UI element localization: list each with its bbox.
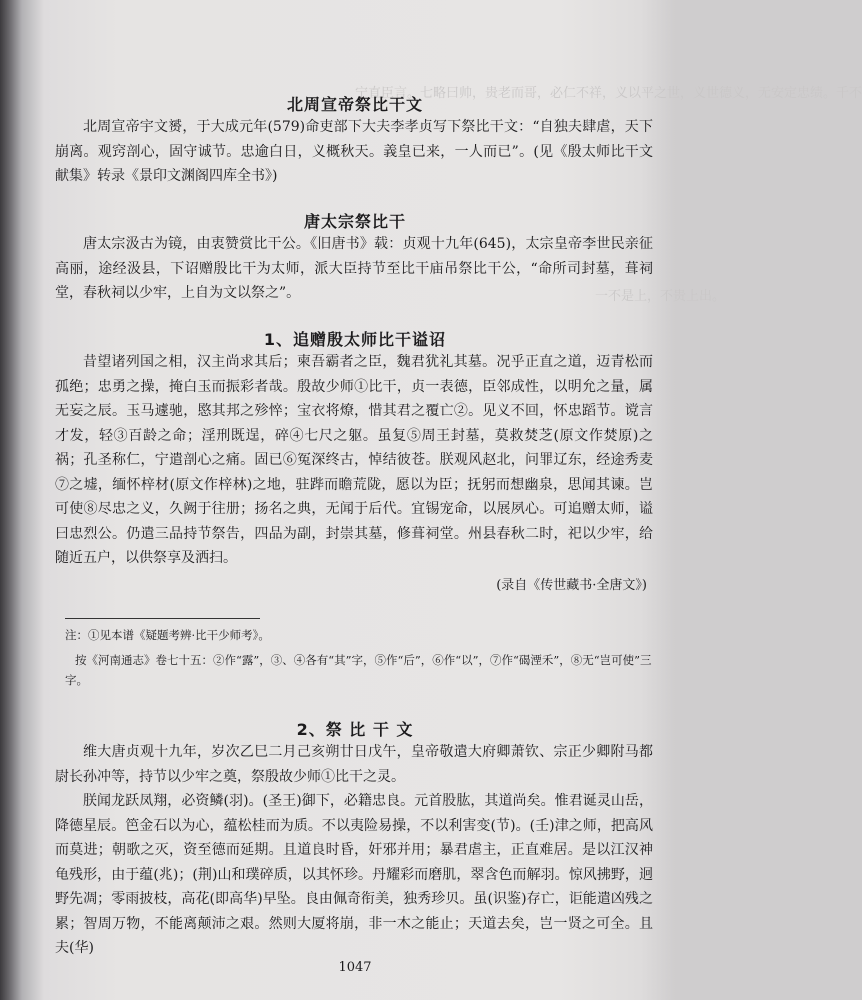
edict-source: (录自《传世藏书·全唐文》) <box>496 578 647 593</box>
eulogy-body-first: 维大唐贞观十九年，岁次乙巳二月己亥朔廿日戊午，皇帝敬遣大府卿萧钦、宗正少卿附马都尉长孙冲等，持节以少牢之奠，祭殷故少师①比干之灵。 <box>55 744 653 785</box>
section-body-zhou: 北周宣帝宇文赟，于大成元年(579)命吏部下大夫李孝贞写下祭比干文：“自独夫肆虐，天下崩离。观窍剖心，固守诚节。忠逾白日，义概秋天。義皇已来，一人而已”。(见《殷太师比干文献集》转录《景印文渊阁四库全书》) <box>55 119 653 184</box>
subsection-title-edict: 1、追赠殷太师比干谥诏 <box>263 330 447 349</box>
section-body-tang: 唐太宗汲古为镜，由衷赞赏比干公。《旧唐书》载：贞观十九年(645)，太宗皇帝李世民亲征高丽，途经汲县，下诏赠殷比干为太师，派大臣持节至比干庙吊祭比干公，“命所司封墓，葺祠堂，春秋祠以少牢，上自为文以祭之”。 <box>55 236 653 301</box>
section-title-tang: 唐太宗祭比干 <box>303 212 406 231</box>
page-number: 1047 <box>338 960 372 975</box>
footnote-1: 注：①见本谱《疑题考辨·比干少师考》。 <box>65 628 270 642</box>
bleed-through-text-side: 一不是上，不贵上出。 <box>595 289 726 304</box>
section-title-zhou: 北周宣帝祭比干文 <box>286 95 423 114</box>
book-page <box>55 0 862 1000</box>
eulogy-body-second: 朕闻龙跃凤翔，必资鳞(羽)。(圣王)御下，必籍忠良。元首股肱，其道尚矣。惟君诞灵山岳，降德星辰。笆金石以为心，蕴松桂而为质。不以夷险易操，不以利害变(节)。(壬)津之师，把高风而莫进；朝歌之灭，资至德而延期。且道良时昏，奸邪并用；暴君虐主，正直难居。是以江汉神龟残形，由于蕴(兆)；(荆)山和璞碎质，以其怀珍。丹耀彩而磨肌，翠含色而解羽。惊风拂野，迥野先凋；零雨披枝，高花(即高华)早坠。良由佩奇衔美，独秀珍贝。虽(识鉴)存亡，讵能遣凶残之累；智周万物，不能离颠沛之艰。然则大厦将崩，非一木之能止；天道去矣，岂一贤之可全。且夫(华) <box>55 793 653 956</box>
footnote-2: 按《河南通志》卷七十五：②作“露”，③、④各有“其”字，⑤作“后”，⑥作“以”，⑦作“碣湮禾”，⑧无“岂可使”三字。 <box>65 653 652 687</box>
subsection-title-eulogy: 2、祭 比 干 文 <box>296 720 414 739</box>
edict-body: 昔望诸列国之相，汉主尚求其后；柬吾霸者之臣，魏君犹礼其墓。况乎正直之道，迈青松而孤绝；忠勇之操，掩白玉而振彩者哉。殷故少师①比干，贞一表德，臣邻成性，以明允之量，属无妄之辰。玉马遽驰，愍其邦之殄悴；宝衣将燎，惜其君之覆亡②。见义不回，怀忠蹈节。谠言才发，轻③百龄之命；淫刑既逞，碎④七尺之躯。虽复⑤周王封墓，莫救焚芝(原文作焚原)之祸；孔圣称仁，宁遣剖心之痛。固已⑥冤深终古，悼结彼苍。朕观风赵北，问罪辽东，经途秀麦⑦之墟，缅怀梓材(原文作梓林)之地，驻跸而瞻荒陇，愿以为臣；抚躬而想幽泉，思闻其谏。岂可使⑧尽忠之义，久阙于往册；扬名之典，无闻于后代。宜锡宠命，以展夙心。可追赠太师，谥曰忠烈公。仍遣三品持节祭告，四品为副，封崇其墓，修葺祠堂。州县春秋二时，祀以少牢，给随近五户，以供祭享及洒扫。 <box>55 354 653 566</box>
bleed-through-text-top: 宁直臣言。七略曰帅，贵老而哥，必仁不祥，义以平之世，义世德义，无安定忠绩。千不 <box>355 86 862 101</box>
footnote-rule <box>65 618 260 619</box>
